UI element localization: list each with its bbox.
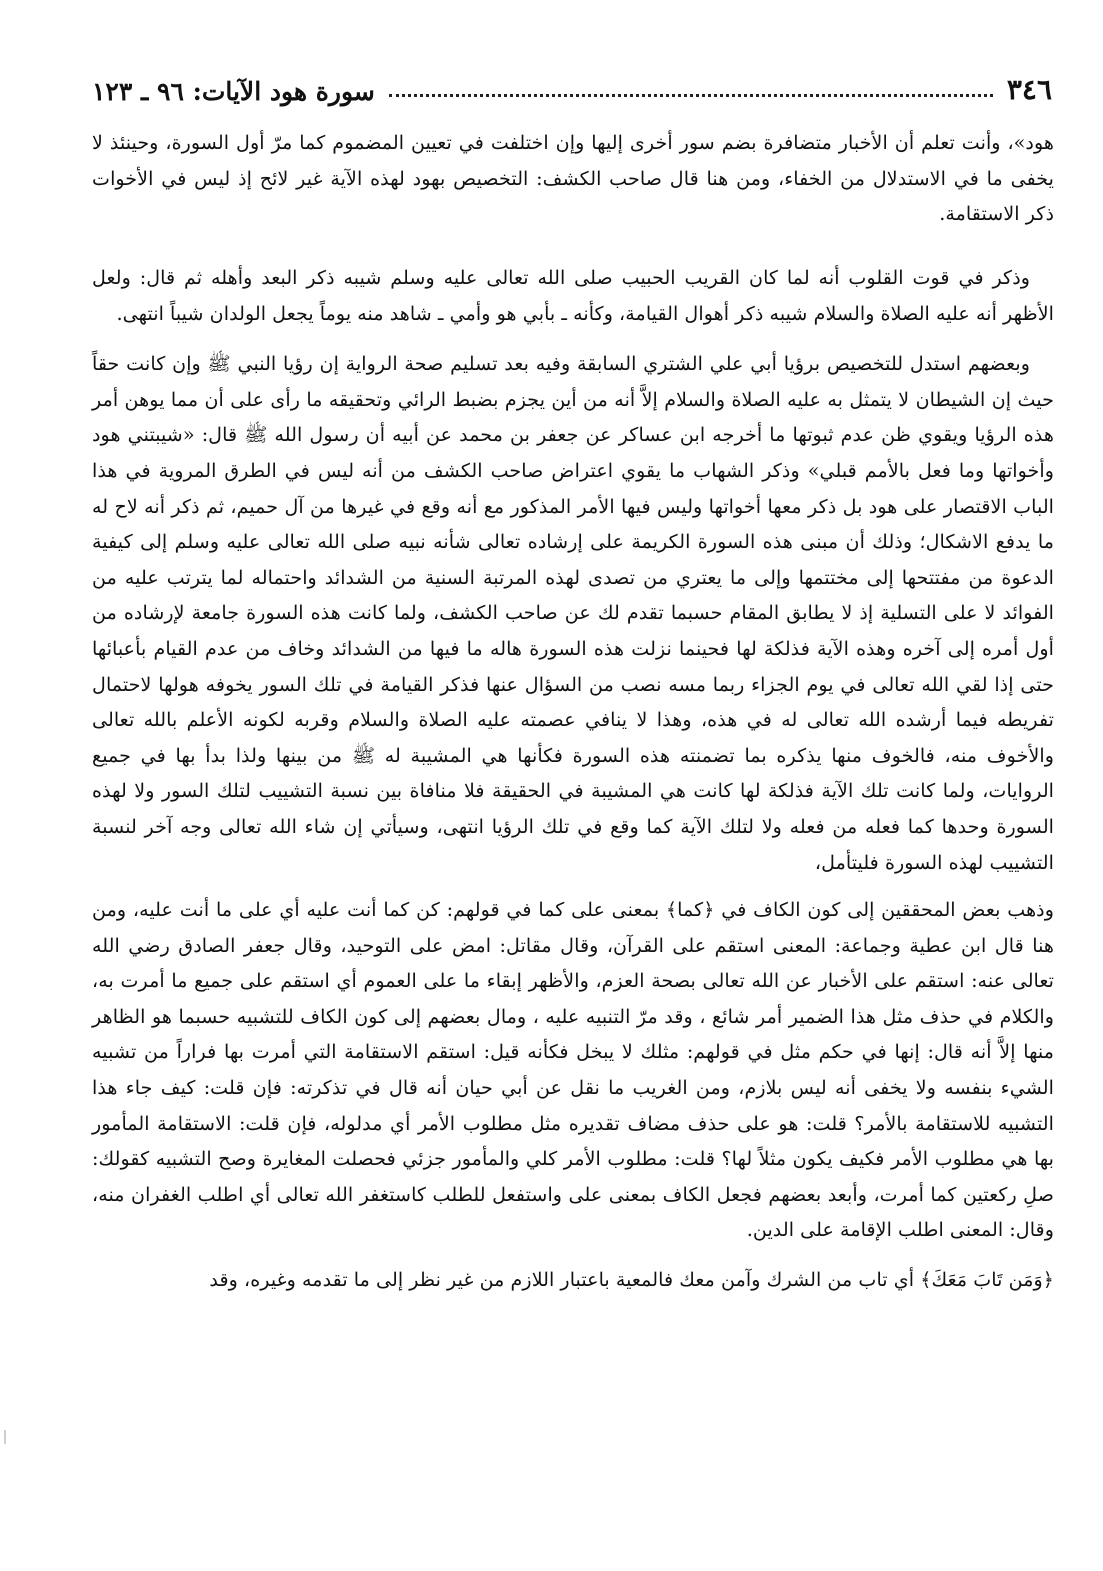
page-body: [92, 125, 1054, 1298]
header-dotted-leader: [389, 94, 993, 97]
page-header: [92, 66, 1052, 106]
scan-edge-mark: [4, 1430, 6, 1444]
paragraph-3: وبعضهم استدل للتخصيص برؤيا أبي علي الشتري السابقة وفيه بعد تسليم صحة الرواية إن رؤيا النبي ﷺ وإن كانت حقاً حيث إن الشيطان لا يتمثل به عليه الصلاة والسلام إلاَّ أنه من أين يجزم بضبط الرائي وتحقيقه ما رأى على أن مما يوهن أمر هذه الرؤيا ويقوي ظن عدم ثبوتها ما أخرجه ابن عساكر عن جعفر بن محمد عن أبيه أن رسول الله ﷺ قال: «شيبتني هود وأخواتها وما فعل بالأمم قبلي» وذكر الشهاب ما يقوي اعتراض صاحب الكشف من أنه ليس في الطرق المروية في هذا الباب الاقتصار على هود بل ذكر معها أخواتها وليس فيها الأمر المذكور مع أنه وقع في غيرها من آل حميم، ثم ذكر أنه لاح له ما يدفع الاشكال؛ وذلك أن مبنى هذه السورة الكريمة على إرشاده تعالى شأنه نبيه صلى الله تعالى عليه وسلم إلى كيفية الدعوة من مفتتحها إلى مختتمها وإلى ما يعتري من تصدى لهذه المرتبة السنية من الشدائد واحتماله لما يترتب عليه من الفوائد لا على التسلية إذ لا يطابق المقام حسبما تقدم لك عن صاحب الكشف، ولما كانت هذه السورة جامعة لإرشاده من أول أمره إلى آخره وهذه الآية فذلكة لها فحينما نزلت هذه السورة هاله ما فيها من الشدائد وخاف من عدم القيام بأعبائها حتى إذا لقي الله تعالى في يوم الجزاء ربما مسه نصب من السؤال عنها فذكر القيامة في تلك السور يخوفه هولها لاحتمال تفريطه فيما أرشده الله تعالى له في هذه، وهذا لا ينافي عصمته عليه الصلاة والسلام وقربه لكونه الأعلم بالله تعالى والأخوف منه، فالخوف منها يذكره بما تضمنته هذه السورة فكأنها هي المشيبة له ﷺ من بينها ولذا بدأ بها في جميع الروايات، ولما كانت تلك الآية فذلكة لها كانت هي المشيبة في الحقيقة فلا منافاة بين نسبة التشييب لتلك السور ولا لهذه السورة وحدها كما فعله من فعله ولا لتلك الآية كما وقع في تلك الرؤيا انتهى، وسيأتي إن شاء الله تعالى وجه آخر لنسبة التشييب لهذه السورة فليتأمل،: [92, 352, 1054, 874]
page-number: ٣٤٦: [1006, 73, 1052, 106]
running-title: سورة هود الآيات: ٩٦ ـ ١٢٣: [92, 77, 375, 106]
paragraph-1: هود»، وأنت تعلم أن الأخبار متضافرة بضم سور أخرى إليها وإن اختلفت في تعيين المضموم كما مرّ أول السورة، وحينئذ لا يخفى ما في الاستدلال من الخفاء، ومن هنا قال صاحب الكشف: التخصيص بهود لهذه الآية غير لائح إذ ليس في الأخوات ذكر الاستقامة.: [92, 131, 1054, 226]
paragraph-2: وذكر في قوت القلوب أنه لما كان القريب الحبيب صلى الله تعالى عليه وسلم شيبه ذكر البعد وأهله ثم قال: ولعل الأظهر أنه عليه الصلاة والسلام شيبه ذكر أهوال القيامة، وكأنه ـ بأبي هو وأمي ـ شاهد منه يوماً يجعل الولدان شيباً انتهى.: [92, 266, 1054, 325]
paragraph-5: ﴿وَمَن تَابَ مَعَكَ﴾ أي تاب من الشرك وآمن معك فالمعية باعتبار اللازم من غير نظر إلى ما تقدمه وغيره، وقد: [209, 1268, 1054, 1292]
paragraph-4: وذهب بعض المحققين إلى كون الكاف في ﴿كما﴾ بمعنى على كما في قولهم: كن كما أنت عليه أي على ما أنت عليه، ومن هنا قال ابن عطية وجماعة: المعنى استقم على القرآن، وقال مقاتل: امض على التوحيد، وقال جعفر الصادق رضي الله تعالى عنه: استقم على الأخبار عن الله تعالى بصحة العزم، والأظهر إبقاء ما على العموم أي استقم على جميع ما أمرت به، والكلام في حذف مثل هذا الضمير أمر شائع ، وقد مرّ التنبيه عليه ، ومال بعضهم إلى كون الكاف للتشبيه حسبما هو الظاهر منها إلاَّ أنه قال: إنها في حكم مثل في قولهم: مثلك لا يبخل فكأنه قيل: استقم الاستقامة التي أمرت بها فراراً من تشبيه الشيء بنفسه ولا يخفى أنه ليس بلازم، ومن الغريب ما نقل عن أبي حيان أنه قال في تذكرته: فإن قلت: كيف جاء هذا التشبيه للاستقامة بالأمر؟ قلت: هو على حذف مضاف تقديره مثل مطلوب الأمر أي مدلوله، فإن قلت: الاستقامة المأمور بها هي مطلوب الأمر فكيف يكون مثلاً لها؟ قلت: مطلوب الأمر كلي والمأمور جزئي فحصلت المغايرة وصح التشبيه كقولك: صلِ ركعتين كما أمرت، وأبعد بعضهم فجعل الكاف بمعنى على واستفعل للطلب كاستغفر الله تعالى أي اطلب الغفران منه، وقال: المعنى اطلب الإقامة على الدين.: [92, 898, 1054, 1242]
